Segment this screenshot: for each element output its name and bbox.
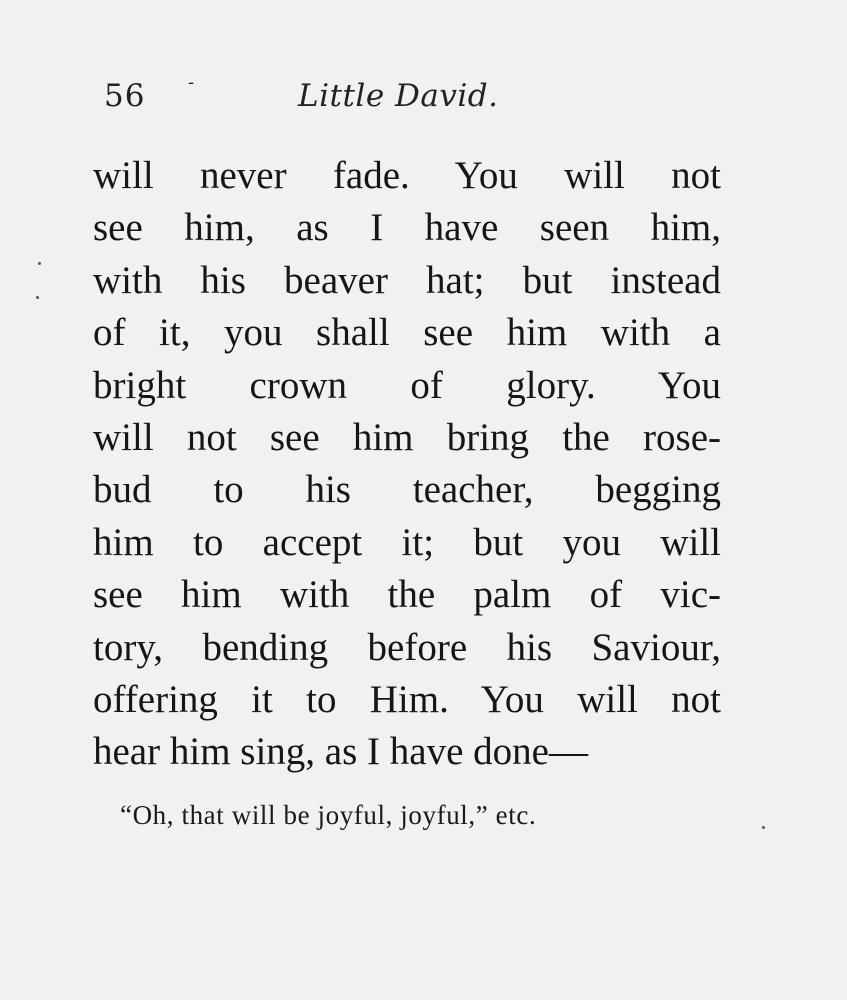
page-header — [104, 72, 724, 122]
page-number: 56 — [104, 78, 146, 114]
text-line: bud to his teacher, begging — [93, 468, 721, 512]
text-line: with his beaver hat; but instead — [93, 258, 721, 302]
text-line: hear him sing, as I have done— — [93, 730, 588, 774]
text-line: tory, bending before his Saviour, — [93, 625, 721, 669]
text-line: of it, you shall see him with a — [93, 311, 721, 355]
text-line: bright crown of glory. You — [93, 363, 721, 407]
text-line: see him with the palm of vic- — [93, 573, 721, 617]
text-line: offering it to Him. You will not — [93, 677, 721, 721]
text-line: will never fade. You will not — [93, 154, 721, 197]
text-line: him to accept it; but you will — [93, 520, 721, 564]
text-line: will not see him bring the rose- — [93, 415, 721, 459]
header-dash: - — [188, 72, 195, 93]
quoted-song-line: “Oh, that will be joyful, joyful,” etc. — [120, 800, 537, 830]
paper-speck — [762, 826, 765, 829]
text-line: see him, as I have seen him, — [93, 206, 721, 250]
running-title: Little David. — [298, 78, 499, 114]
paper-speck — [38, 262, 41, 265]
paper-speck — [36, 296, 39, 299]
body-paragraph — [93, 150, 721, 779]
